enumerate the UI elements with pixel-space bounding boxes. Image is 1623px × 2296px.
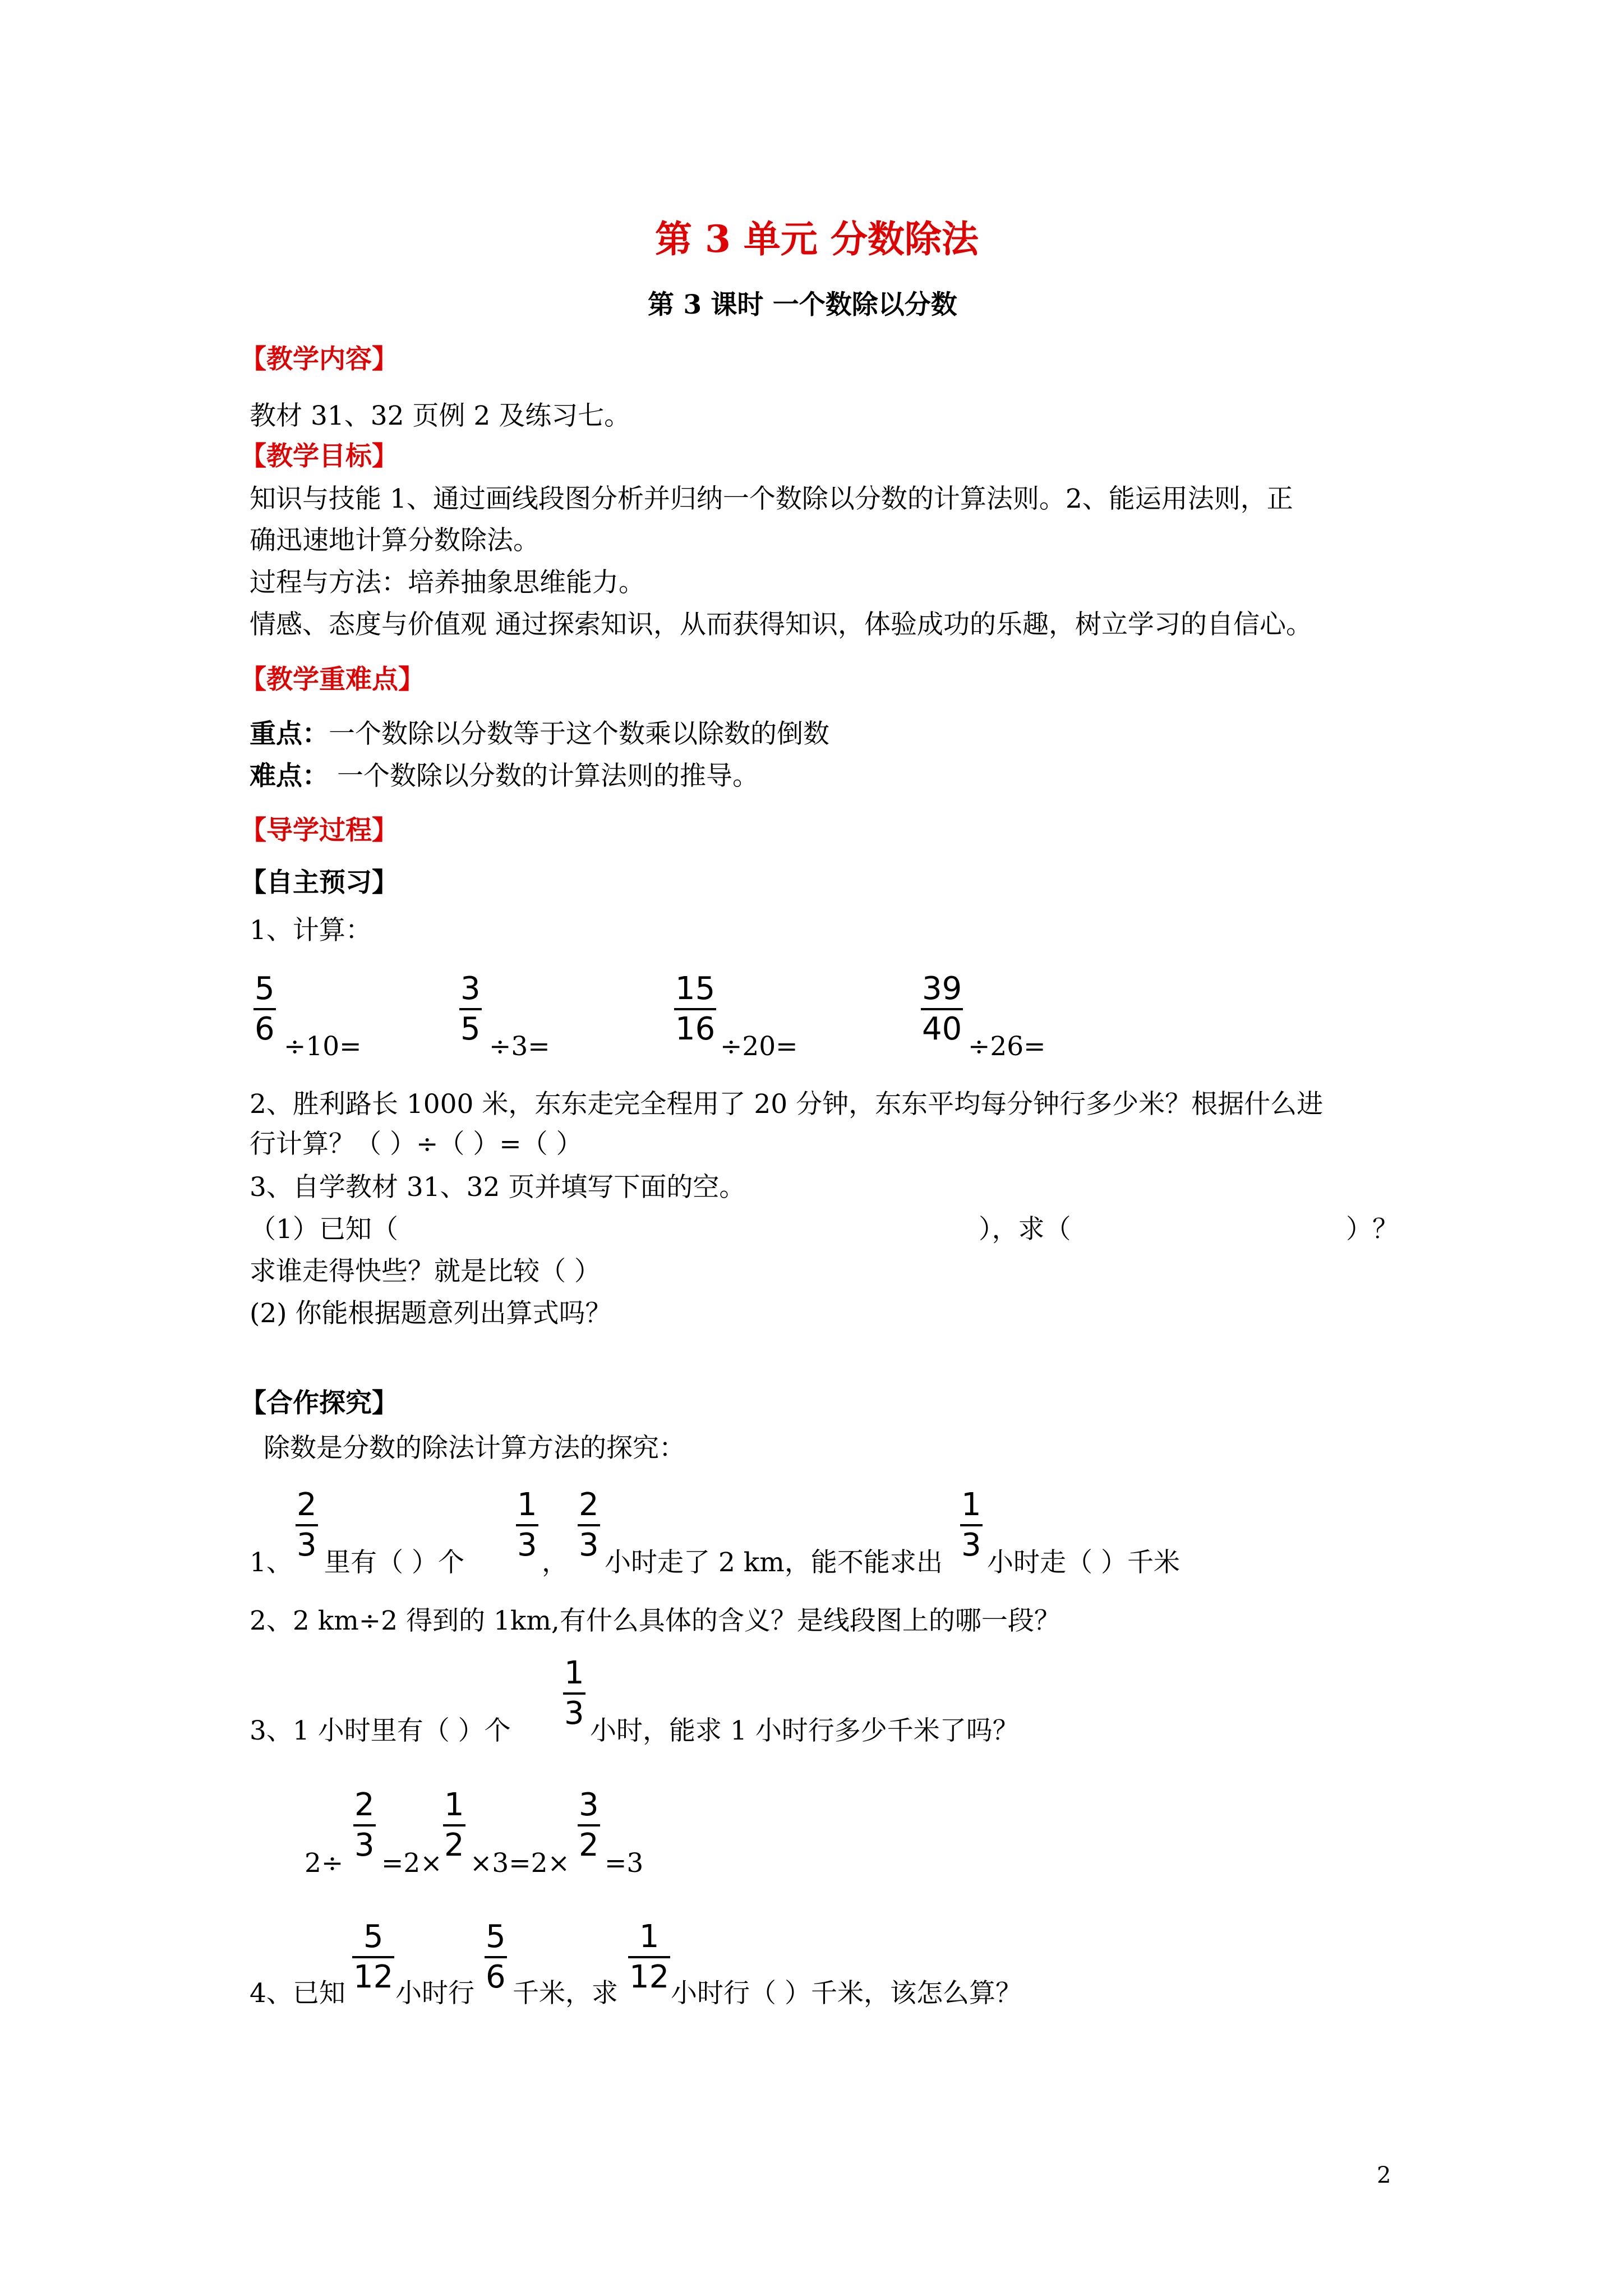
preview-q3-line4: (2) 你能根据题意列出算式吗？ bbox=[250, 1298, 612, 1329]
difficult-point bbox=[250, 761, 759, 792]
page-title: 第 3 单元 分数除法 bbox=[655, 217, 979, 261]
diff-label: 难点： bbox=[250, 761, 329, 792]
coop-q4-text-4: 小时行（ ）千米，该怎么算？ bbox=[671, 1978, 1022, 2009]
coop-intro: 除数是分数的除法计算方法的探究： bbox=[264, 1433, 685, 1464]
coop-q1-text-2: ， bbox=[542, 1547, 568, 1578]
page-number: 2 bbox=[1377, 2162, 1391, 2188]
coop-q2: 2、2 km÷2 得到的 1km,有什么具体的含义？是线段图上的哪一段？ bbox=[250, 1605, 1061, 1636]
coop-q1-fraction-1-3b: 1 3 bbox=[961, 1487, 981, 1563]
content-text: 教材 31、32 页例 2 及练习七。 bbox=[250, 401, 631, 431]
coop-q3-fraction-1-3: 1 3 bbox=[564, 1655, 584, 1732]
eq-text-1: 2÷ bbox=[305, 1848, 344, 1879]
coop-q1-fraction-2-3: 2 3 bbox=[297, 1487, 317, 1563]
key-label: 重点： bbox=[250, 719, 329, 749]
preview-q3-line3: 求谁走得快些？就是比较（ ） bbox=[250, 1256, 601, 1287]
section-header-coop: 【合作探究】 bbox=[240, 1388, 398, 1419]
calc-expression-3: ÷20= bbox=[720, 1031, 798, 1062]
section-header-content: 【教学内容】 bbox=[240, 344, 398, 375]
goal2: 过程与方法：培养抽象思维能力。 bbox=[250, 567, 645, 598]
coop-q1-text-3: 小时走了 2 km，能不能求出 bbox=[605, 1547, 943, 1578]
section-header-preview: 【自主预习】 bbox=[240, 867, 398, 898]
calc-expression-4: ÷26= bbox=[968, 1031, 1046, 1062]
coop-q1-text-4: 小时走（ ）千米 bbox=[987, 1547, 1180, 1578]
section-header-guide: 【导学过程】 bbox=[240, 815, 398, 846]
preview-q3-line2c: ）？ bbox=[1346, 1214, 1399, 1245]
coop-q1-prefix: 1、 bbox=[250, 1547, 293, 1578]
eq-text-3: ×3=2× bbox=[470, 1848, 570, 1879]
coop-q4-fraction-5-6: 5 6 bbox=[486, 1918, 506, 1995]
eq-text-2: =2× bbox=[381, 1848, 442, 1879]
eq-text-4: =3 bbox=[605, 1848, 644, 1879]
diff-text: 一个数除以分数的计算法则的推导。 bbox=[329, 761, 759, 792]
coop-q1-text-1: 里有（ ）个 bbox=[324, 1547, 464, 1578]
calc-fraction-2: 3 5 bbox=[460, 970, 481, 1047]
calc-fraction-1: 5 6 bbox=[255, 970, 275, 1047]
calc-expression-2: ÷3= bbox=[489, 1031, 550, 1062]
calc-fraction-3: 15 16 bbox=[675, 970, 716, 1047]
preview-q2-line2: 行计算？（ ）÷（ ）=（ ） bbox=[250, 1129, 583, 1159]
preview-q3-line2b: ），求（ bbox=[979, 1214, 1071, 1245]
page-subtitle: 第 3 课时 一个数除以分数 bbox=[648, 289, 957, 320]
preview-q1-label: 1、计算： bbox=[250, 915, 372, 946]
coop-q4-fraction-1-12: 1 12 bbox=[629, 1918, 670, 1995]
key-text: 一个数除以分数等于这个数乘以除数的倒数 bbox=[329, 719, 829, 749]
calc-expression-1: ÷10= bbox=[284, 1031, 362, 1062]
section-header-goals: 【教学目标】 bbox=[240, 441, 398, 472]
eq-fraction-3-2: 3 2 bbox=[579, 1787, 599, 1864]
coop-q4-text-3: 千米，求 bbox=[513, 1978, 618, 2009]
coop-q1-fraction-1-3: 1 3 bbox=[517, 1487, 537, 1563]
key-point bbox=[250, 721, 829, 747]
preview-q3-line2a: （1）已知（ bbox=[250, 1214, 398, 1245]
goal3: 情感、态度与价值观 通过探索知识，从而获得知识，体验成功的乐趣，树立学习的自信心。 bbox=[250, 609, 1312, 640]
goal1-line2: 确迅速地计算分数除法。 bbox=[250, 525, 540, 556]
preview-q2-line1: 2、胜利路长 1000 米，东东走完全程用了 20 分钟，东东平均每分钟行多少米？根据什么进 bbox=[250, 1089, 1324, 1120]
coop-q4-fraction-5-12: 5 12 bbox=[353, 1918, 394, 1995]
coop-q3-text-2: 小时，能求 1 小时行多少千米了吗？ bbox=[590, 1715, 1019, 1746]
goal1-line1: 知识与技能 1、通过画线段图分析并归纳一个数除以分数的计算法则。2、能运用法则，正 bbox=[250, 484, 1293, 514]
section-header-keypoints: 【教学重难点】 bbox=[240, 664, 425, 695]
coop-q3-text-1: 3、1 小时里有（ ）个 bbox=[250, 1715, 511, 1746]
coop-q1-fraction-2-3b: 2 3 bbox=[579, 1487, 599, 1563]
calc-fraction-4: 39 40 bbox=[922, 970, 962, 1047]
preview-q3-line1: 3、自学教材 31、32 页并填写下面的空。 bbox=[250, 1172, 746, 1203]
eq-fraction-1-2: 1 2 bbox=[444, 1787, 464, 1864]
coop-q4-text-2: 小时行 bbox=[395, 1978, 474, 2009]
coop-q4-text-1: 4、已知 bbox=[250, 1978, 345, 2009]
eq-fraction-2-3: 2 3 bbox=[354, 1787, 375, 1864]
